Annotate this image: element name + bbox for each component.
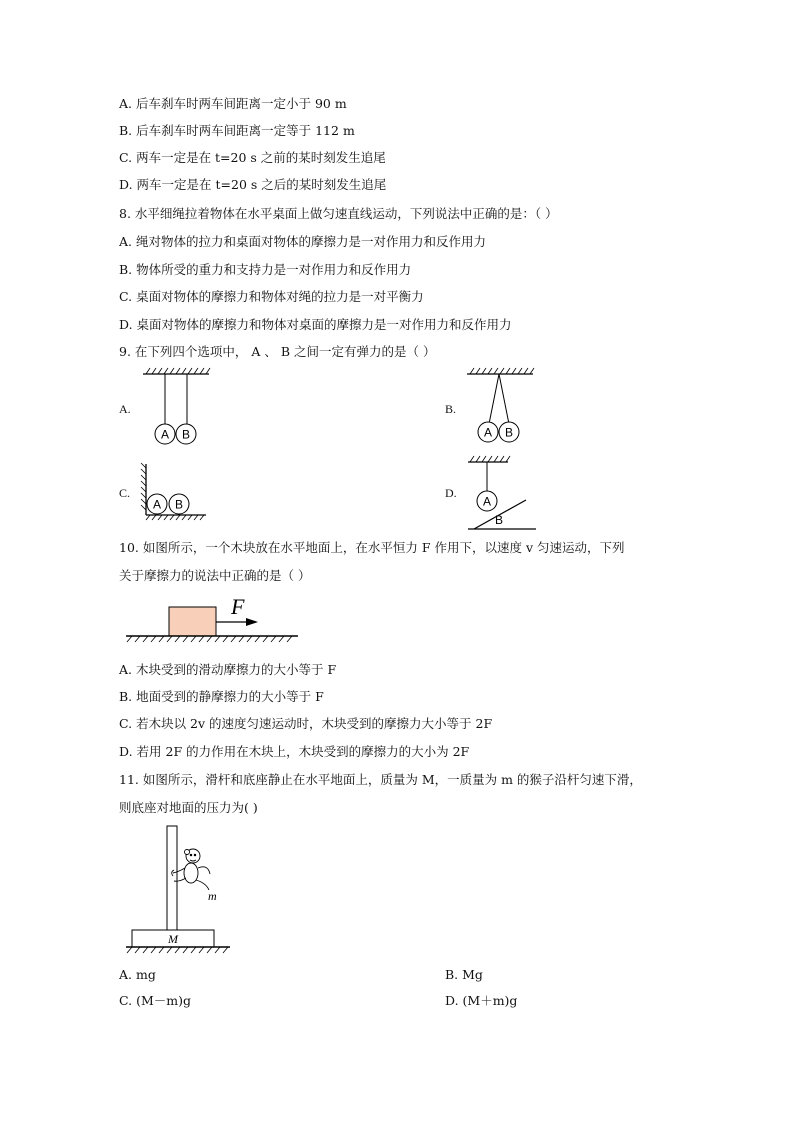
q9-label-b: B.	[445, 402, 457, 416]
q8-option-a: A. 绳对物体的拉力和桌面对物体的摩擦力是一对作用力和反作用力	[119, 234, 486, 249]
q11-option-d: D. (M＋m)g	[445, 993, 518, 1008]
q8-option-b: B. 物体所受的重力和支持力是一对作用力和反作用力	[119, 262, 412, 277]
q10-stem-line2: 关于摩擦力的说法中正确的是（ ）	[119, 568, 311, 583]
q8-stem: 8. 水平细绳拉着物体在水平桌面上做匀速直线运动，下列说法中正确的是：（ ）	[119, 206, 558, 221]
q9c-ball-b-label: B	[174, 497, 184, 512]
q11-base-label: M	[168, 932, 178, 946]
q11-option-c: C. (M－m)g	[119, 993, 191, 1008]
q11-option-b: B. Mg	[445, 967, 483, 982]
q11-stem-line1: 11. 如图所示，滑杆和底座静止在水平地面上，质量为 M，一质量为 m 的猴子沿杆匀速下滑，	[119, 772, 642, 787]
q9b-ball-b-label: B	[504, 425, 514, 440]
q9-figure-b	[464, 368, 536, 450]
q10-force-label: F	[231, 594, 245, 619]
q11-figure	[124, 826, 234, 958]
q9-figure-d	[462, 456, 542, 532]
q9-label-c: C.	[119, 486, 131, 500]
q11-option-a: A. mg	[119, 967, 156, 982]
q10-option-a: A. 木块受到的滑动摩擦力的大小等于 F	[119, 662, 337, 677]
q9c-ball-a-label: A	[152, 497, 162, 512]
q7-option-a: A. 后车刹车时两车间距离一定小于 90 m	[119, 96, 347, 111]
q8-option-c: C. 桌面对物体的摩擦力和物体对绳的拉力是一对平衡力	[119, 289, 424, 304]
q10-wooden-block	[169, 607, 216, 636]
monkey-icon	[173, 849, 210, 890]
q9-label-d: D.	[445, 486, 457, 500]
q10-figure	[124, 594, 300, 646]
q8-option-d: D. 桌面对物体的摩擦力和物体对桌面的摩擦力是一对作用力和反作用力	[119, 317, 512, 332]
q10-stem-line1: 10. 如图所示，一个木块放在水平地面上，在水平恒力 F 作用下，以速度 v 匀速运动，下列	[119, 540, 625, 555]
q11-monkey-label: m	[208, 889, 217, 903]
q9d-incline-b-label: B	[494, 513, 504, 527]
q9-label-a: A.	[119, 402, 131, 416]
q10-option-c: C. 若木块以 2v 的速度匀速运动时，木块受到的摩擦力大小等于 2F	[119, 716, 493, 731]
q9a-ball-a-label: A	[160, 427, 170, 442]
q7-option-c: C. 两车一定是在 t=20 s 之前的某时刻发生追尾	[119, 150, 386, 165]
q9a-ball-b-label: B	[181, 427, 191, 442]
q9b-ball-a-label: A	[483, 425, 493, 440]
q10-option-d: D. 若用 2F 的力作用在木块上，木块受到的摩擦力的大小为 2F	[119, 744, 470, 759]
q9d-ball-a-label: A	[482, 494, 492, 509]
q11-stem-line2: 则底座对地面的压力为( )	[119, 800, 258, 815]
q9-figure-c	[140, 462, 210, 522]
q7-option-b: B. 后车刹车时两车间距离一定等于 112 m	[119, 123, 355, 138]
q10-option-b: B. 地面受到的静摩擦力的大小等于 F	[119, 689, 324, 704]
q9-figure-a	[140, 368, 212, 450]
q9-stem: 9. 在下列四个选项中， A 、 B 之间一定有弹力的是（ ）	[119, 344, 436, 359]
q7-option-d: D. 两车一定是在 t=20 s 之后的某时刻发生追尾	[119, 177, 387, 192]
